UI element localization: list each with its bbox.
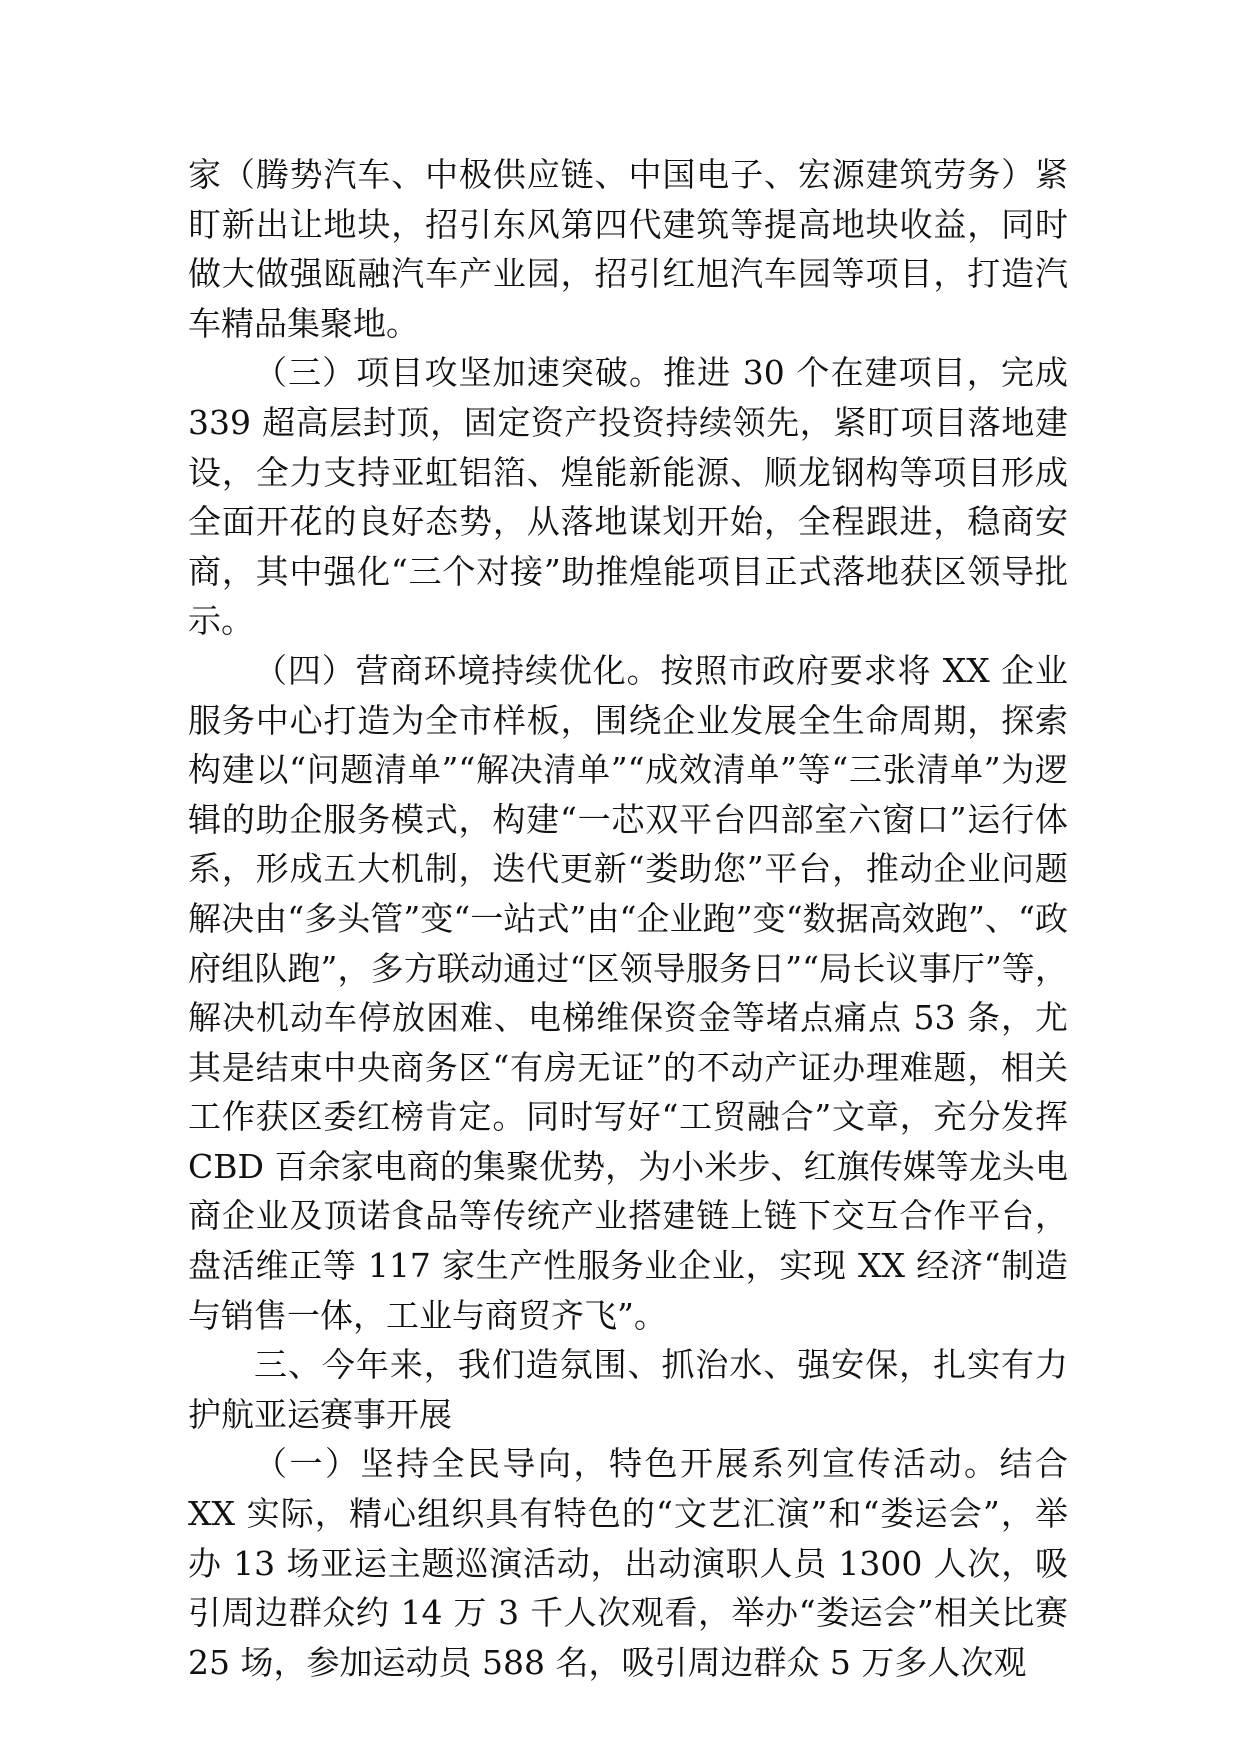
section-heading-asian-games: 三、今年来，我们造氛围、抓治水、强安保，扎实有力护航亚运赛事开展 xyxy=(188,1345,1068,1434)
paragraph-project-breakthrough: （三）项目攻坚加速突破。推进 30 个在建项目，完成 339 超高层封顶，固定资产投资持续领先，紧盯项目落地建设，全力支持亚虹铝箔、煌能新能源、顺龙钢构等项目形成全面开花的良好态势，从落地谋划开始，全程跟进，稳商安商，其中强化“三个对接”助推煌能项目正式落地获区领导批示。 xyxy=(188,353,1068,641)
document-body xyxy=(188,150,1068,1687)
paragraph-publicity-activities: （一）坚持全民导向，特色开展系列宣传活动。结合 XX 实际，精心组织具有特色的“文艺汇演”和“娄运会”，举办 13 场亚运主题巡演活动，出动演职人员 1300 人次，吸引周边群众约 14 万 3 千人次观看，举办“娄运会”相关比赛 25 场，参加运动员 588 名，吸引周边群众 5 万多人次观 xyxy=(188,1444,1068,1682)
paragraph-continuation: 家（腾势汽车、中极供应链、中国电子、宏源建筑劳务）紧盯新出让地块，招引东风第四代建筑等提高地块收益，同时做大做强瓯融汽车产业园，招引红旭汽车园等项目，打造汽车精品集聚地。 xyxy=(188,155,1068,343)
paragraph-business-environment: （四）营商环境持续优化。按照市政府要求将 XX 企业服务中心打造为全市样板，围绕企业发展全生命周期，探索构建以“问题清单”“解决清单”“成效清单”等“三张清单”为逻辑的助企服务模式，构建“一芯双平台四部室六窗口”运行体系，形成五大机制，迭代更新“娄助您”平台，推动企业问题解决由“多头管”变“一站式”由“企业跑”变“数据高效跑”、“政府组队跑”，多方联动通过“区领导服务日”“局长议事厅”等，解决机动车停放困难、电梯维保资金等堵点痛点 53 条，尤其是结束中央商务区“有房无证”的不动产证办理难题，相关工作获区委红榜肯定。同时写好“工贸融合”文章，充分发挥 CBD 百余家电商的集聚优势，为小米步、红旗传媒等龙头电商企业及顶诺食品等传统产业搭建链上链下交互合作平台，盘活维正等 117 家生产性服务业企业，实现 XX 经济“制造与销售一体，工业与商贸齐飞”。 xyxy=(188,650,1068,1335)
